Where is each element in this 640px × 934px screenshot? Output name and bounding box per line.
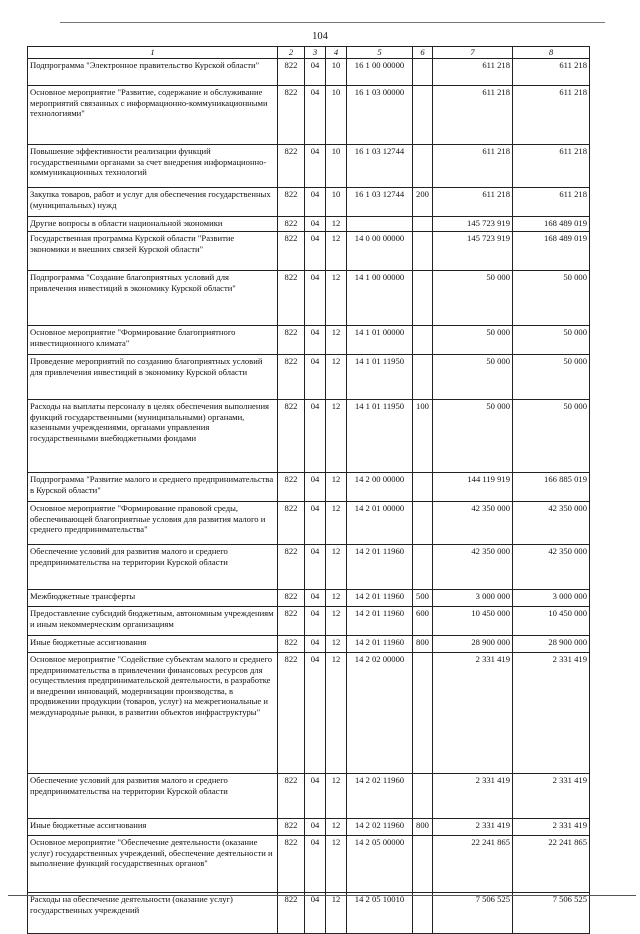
cell-c7: 611 218 <box>433 188 513 217</box>
cell-name: Основное мероприятие "Формирование благоприятного инвестиционного климата" <box>28 326 278 355</box>
table-row <box>28 836 590 893</box>
cell-c3: 04 <box>305 636 326 653</box>
cell-c2: 822 <box>278 271 305 326</box>
cell-c7: 2 331 419 <box>433 774 513 819</box>
cell-c5 <box>347 217 413 232</box>
cell-c8: 611 218 <box>513 188 590 217</box>
bottom-rule <box>8 895 636 896</box>
cell-name: Предоставление субсидий бюджетным, автономным учреждениям и иным некоммерческим организациям <box>28 607 278 636</box>
cell-c7: 50 000 <box>433 326 513 355</box>
cell-name: Основное мероприятие "Формирование правовой среды, обеспечивающей благоприятные условия для развития малого и среднего предпринимательства" <box>28 502 278 545</box>
cell-c2: 822 <box>278 145 305 188</box>
cell-c6: 800 <box>413 819 433 836</box>
cell-c3: 04 <box>305 545 326 590</box>
cell-name: Расходы на обеспечение деятельности (оказание услуг) государственных учреждений <box>28 893 278 934</box>
cell-c5: 14 2 01 11960 <box>347 545 413 590</box>
cell-c2: 822 <box>278 819 305 836</box>
cell-c8: 50 000 <box>513 326 590 355</box>
cell-c7: 2 331 419 <box>433 819 513 836</box>
cell-c2: 822 <box>278 188 305 217</box>
cell-c5: 14 2 02 11960 <box>347 774 413 819</box>
cell-c6 <box>413 355 433 400</box>
cell-c4: 12 <box>326 502 347 545</box>
table-row <box>28 59 590 86</box>
cell-c8: 2 331 419 <box>513 819 590 836</box>
cell-c3: 04 <box>305 355 326 400</box>
cell-c5: 14 1 01 11950 <box>347 355 413 400</box>
cell-c2: 822 <box>278 653 305 774</box>
cell-c7: 144 119 919 <box>433 473 513 502</box>
cell-c7: 3 000 000 <box>433 590 513 607</box>
cell-c6 <box>413 145 433 188</box>
cell-c5: 16 1 03 00000 <box>347 86 413 145</box>
cell-c8: 7 506 525 <box>513 893 590 934</box>
cell-c6 <box>413 232 433 271</box>
table-row <box>28 355 590 400</box>
cell-c6 <box>413 545 433 590</box>
cell-c4: 10 <box>326 86 347 145</box>
cell-name: Обеспечение условий для развития малого и среднего предпринимательства на территории Курской области <box>28 545 278 590</box>
cell-c5: 16 1 00 00000 <box>347 59 413 86</box>
cell-c8: 10 450 000 <box>513 607 590 636</box>
table-row <box>28 545 590 590</box>
cell-c6 <box>413 473 433 502</box>
cell-c5: 14 2 01 11960 <box>347 636 413 653</box>
cell-c3: 04 <box>305 86 326 145</box>
cell-c2: 822 <box>278 326 305 355</box>
cell-c3: 04 <box>305 819 326 836</box>
cell-name: Подпрограмма "Развитие малого и среднего предпринимательства в Курской области" <box>28 473 278 502</box>
cell-c8: 2 331 419 <box>513 653 590 774</box>
cell-c2: 822 <box>278 636 305 653</box>
cell-c6 <box>413 217 433 232</box>
cell-c2: 822 <box>278 774 305 819</box>
cell-c5: 14 1 01 00000 <box>347 326 413 355</box>
table-row <box>28 502 590 545</box>
cell-c7: 7 506 525 <box>433 893 513 934</box>
cell-name: Иные бюджетные ассигнования <box>28 636 278 653</box>
cell-c4: 12 <box>326 326 347 355</box>
col-header: 7 <box>433 47 513 59</box>
cell-c5: 16 1 03 12744 <box>347 145 413 188</box>
cell-c2: 822 <box>278 836 305 893</box>
cell-c7: 22 241 865 <box>433 836 513 893</box>
table-row <box>28 400 590 473</box>
cell-c3: 04 <box>305 145 326 188</box>
cell-c2: 822 <box>278 355 305 400</box>
cell-name: Межбюджетные трансферты <box>28 590 278 607</box>
cell-c2: 822 <box>278 232 305 271</box>
cell-c8: 50 000 <box>513 355 590 400</box>
cell-c6 <box>413 502 433 545</box>
table-row <box>28 636 590 653</box>
cell-c4: 12 <box>326 232 347 271</box>
cell-c6: 800 <box>413 636 433 653</box>
cell-c7: 42 350 000 <box>433 545 513 590</box>
cell-c6 <box>413 893 433 934</box>
cell-c7: 611 218 <box>433 86 513 145</box>
table-row <box>28 271 590 326</box>
cell-c2: 822 <box>278 893 305 934</box>
budget-table <box>27 46 590 934</box>
cell-c5: 14 2 01 11960 <box>347 590 413 607</box>
cell-c3: 04 <box>305 271 326 326</box>
cell-c8: 3 000 000 <box>513 590 590 607</box>
cell-name: Подпрограмма "Создание благоприятных условий для привлечения инвестиций в экономику Курской области" <box>28 271 278 326</box>
cell-c8: 42 350 000 <box>513 502 590 545</box>
cell-name: Закупка товаров, работ и услуг для обеспечения государственных (муниципальных) нужд <box>28 188 278 217</box>
cell-c8: 611 218 <box>513 145 590 188</box>
cell-c4: 12 <box>326 590 347 607</box>
cell-c2: 822 <box>278 590 305 607</box>
table-row <box>28 86 590 145</box>
cell-c2: 822 <box>278 545 305 590</box>
cell-c5: 14 2 02 00000 <box>347 653 413 774</box>
cell-c4: 12 <box>326 836 347 893</box>
page-number: 104 <box>312 31 328 42</box>
cell-c2: 822 <box>278 607 305 636</box>
cell-c7: 50 000 <box>433 271 513 326</box>
cell-c6 <box>413 326 433 355</box>
cell-c4: 10 <box>326 145 347 188</box>
table-row <box>28 590 590 607</box>
cell-c3: 04 <box>305 590 326 607</box>
cell-c6 <box>413 271 433 326</box>
cell-c8: 42 350 000 <box>513 545 590 590</box>
cell-c7: 611 218 <box>433 145 513 188</box>
cell-c4: 12 <box>326 545 347 590</box>
cell-c2: 822 <box>278 217 305 232</box>
cell-c5: 14 2 01 11960 <box>347 607 413 636</box>
cell-name: Подпрограмма "Электронное правительство Курской области" <box>28 59 278 86</box>
cell-c7: 50 000 <box>433 355 513 400</box>
cell-c3: 04 <box>305 836 326 893</box>
cell-name: Расходы на выплаты персоналу в целях обеспечения выполнения функций государственными (муниципальными) органами, казенными учреждениями, органами управления государственными внебюджетными фондами <box>28 400 278 473</box>
cell-name: Иные бюджетные ассигнования <box>28 819 278 836</box>
col-header: 2 <box>278 47 305 59</box>
table-row <box>28 326 590 355</box>
table-row <box>28 473 590 502</box>
cell-c3: 04 <box>305 607 326 636</box>
cell-c2: 822 <box>278 400 305 473</box>
cell-c6 <box>413 836 433 893</box>
cell-c6: 100 <box>413 400 433 473</box>
cell-c8: 611 218 <box>513 59 590 86</box>
cell-c4: 10 <box>326 188 347 217</box>
table-row <box>28 774 590 819</box>
cell-c8: 611 218 <box>513 86 590 145</box>
cell-c3: 04 <box>305 217 326 232</box>
cell-c6 <box>413 774 433 819</box>
cell-c7: 42 350 000 <box>433 502 513 545</box>
cell-c3: 04 <box>305 653 326 774</box>
cell-c5: 14 1 00 00000 <box>347 271 413 326</box>
col-header: 8 <box>513 47 590 59</box>
table-row <box>28 188 590 217</box>
cell-c5: 14 2 05 00000 <box>347 836 413 893</box>
table-row <box>28 893 590 934</box>
cell-c4: 12 <box>326 473 347 502</box>
cell-c8: 168 489 019 <box>513 217 590 232</box>
cell-name: Основное мероприятие "Обеспечение деятельности (оказание услуг) государственных учреждений, обеспечение деятельности и выполнение функций государственных органов" <box>28 836 278 893</box>
cell-c4: 12 <box>326 271 347 326</box>
cell-c7: 50 000 <box>433 400 513 473</box>
cell-c6: 500 <box>413 590 433 607</box>
cell-c6 <box>413 59 433 86</box>
cell-c6 <box>413 86 433 145</box>
header-row <box>28 47 590 59</box>
cell-c7: 145 723 919 <box>433 232 513 271</box>
cell-c3: 04 <box>305 502 326 545</box>
cell-name: Основное мероприятие "Развитие, содержание и обслуживание мероприятий связанных с информационно-коммуникационными технологиями" <box>28 86 278 145</box>
cell-c7: 10 450 000 <box>433 607 513 636</box>
cell-c2: 822 <box>278 86 305 145</box>
cell-c5: 14 2 02 11960 <box>347 819 413 836</box>
table-row <box>28 653 590 774</box>
cell-c4: 12 <box>326 607 347 636</box>
cell-c3: 04 <box>305 774 326 819</box>
cell-c4: 12 <box>326 355 347 400</box>
cell-c3: 04 <box>305 473 326 502</box>
col-header: 5 <box>347 47 413 59</box>
col-header: 6 <box>413 47 433 59</box>
cell-c7: 2 331 419 <box>433 653 513 774</box>
cell-name: Другие вопросы в области национальной экономики <box>28 217 278 232</box>
cell-c3: 04 <box>305 400 326 473</box>
cell-c5: 14 2 00 00000 <box>347 473 413 502</box>
cell-c6 <box>413 653 433 774</box>
cell-c3: 04 <box>305 326 326 355</box>
cell-c8: 168 489 019 <box>513 232 590 271</box>
cell-c4: 12 <box>326 893 347 934</box>
cell-c6: 200 <box>413 188 433 217</box>
cell-c2: 822 <box>278 473 305 502</box>
cell-c7: 145 723 919 <box>433 217 513 232</box>
cell-name: Повышение эффективности реализации функций государственными органами за счет внедрения информационно-коммуникационных технологий <box>28 145 278 188</box>
cell-c8: 28 900 000 <box>513 636 590 653</box>
cell-c2: 822 <box>278 502 305 545</box>
table-row <box>28 819 590 836</box>
cell-c4: 12 <box>326 217 347 232</box>
cell-c4: 12 <box>326 636 347 653</box>
cell-c4: 12 <box>326 653 347 774</box>
cell-c7: 28 900 000 <box>433 636 513 653</box>
cell-c8: 50 000 <box>513 400 590 473</box>
cell-c3: 04 <box>305 893 326 934</box>
cell-c8: 22 241 865 <box>513 836 590 893</box>
top-rule <box>60 22 605 23</box>
cell-c4: 12 <box>326 819 347 836</box>
col-header: 4 <box>326 47 347 59</box>
cell-c5: 14 2 01 00000 <box>347 502 413 545</box>
cell-name: Государственная программа Курской области "Развитие экономики и внешних связей Курской области" <box>28 232 278 271</box>
cell-c2: 822 <box>278 59 305 86</box>
cell-c5: 14 2 05 10010 <box>347 893 413 934</box>
cell-c4: 12 <box>326 774 347 819</box>
cell-c5: 16 1 03 12744 <box>347 188 413 217</box>
cell-c3: 04 <box>305 188 326 217</box>
cell-name: Обеспечение условий для развития малого и среднего предпринимательства на территории Курской области <box>28 774 278 819</box>
cell-c8: 50 000 <box>513 271 590 326</box>
cell-c4: 12 <box>326 400 347 473</box>
cell-c6: 600 <box>413 607 433 636</box>
cell-c5: 14 1 01 11950 <box>347 400 413 473</box>
table-row <box>28 232 590 271</box>
cell-c3: 04 <box>305 59 326 86</box>
col-header: 3 <box>305 47 326 59</box>
table-row <box>28 217 590 232</box>
cell-c4: 10 <box>326 59 347 86</box>
cell-c3: 04 <box>305 232 326 271</box>
cell-name: Проведение мероприятий по созданию благоприятных условий для привлечения инвестиций в экономику Курской области <box>28 355 278 400</box>
table-row <box>28 145 590 188</box>
cell-c7: 611 218 <box>433 59 513 86</box>
cell-name: Основное мероприятие "Содействие субъектам малого и среднего предпринимательства в привлечении финансовых ресурсов для осуществления предпринимательской деятельности, в разработке и внедрении инноваций, модернизации производства, в продвижении продукции (товаров, услуг) на межрегиональные и международные рынки, в развитии объектов инфраструктуры" <box>28 653 278 774</box>
cell-c8: 166 885 019 <box>513 473 590 502</box>
cell-c8: 2 331 419 <box>513 774 590 819</box>
table-row <box>28 607 590 636</box>
cell-c5: 14 0 00 00000 <box>347 232 413 271</box>
col-header: 1 <box>28 47 278 59</box>
